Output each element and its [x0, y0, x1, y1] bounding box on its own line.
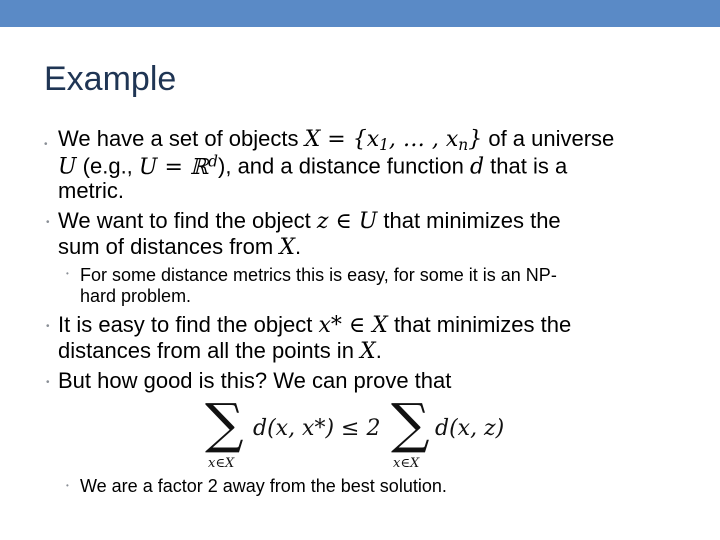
bullet-dot: • [46, 377, 50, 388]
math-x-star: x* ∈ X [318, 313, 388, 338]
sub-bullet-1-line-2: hard problem. [80, 286, 192, 306]
inequality-formula [205, 392, 525, 476]
text: We have a set of objects [58, 126, 305, 151]
math-z: z ∈ U [316, 209, 378, 234]
bullet-1-line-3: metric. [58, 178, 124, 203]
sum-index-right: x∈X [393, 456, 420, 471]
bullet-dot: • [46, 321, 50, 332]
bullet-2-line-2: sum of distances from X. [58, 234, 302, 260]
slide-title: Example [44, 60, 177, 98]
math-universe: U [58, 154, 77, 180]
bullet-dot: • [44, 139, 48, 150]
bullet-3-line-2: distances from all the points in X. [58, 338, 382, 364]
math-universe-eq: U = ℝ$^d$ [138, 152, 219, 180]
bullet-2-line-1: We want to find the object z ∈ U that minimizes the [58, 208, 561, 234]
sub-bullet-dot: • [66, 269, 69, 278]
math-set-x: $X = \{x_1$, … , $x_n$} [304, 127, 483, 154]
formula-left-term: d(x, x*) ≤ 2 [253, 416, 381, 441]
bullet-3-line-1: It is easy to find the object x* ∈ X that minimizes the [58, 312, 572, 338]
bullet-1-line-1 [58, 128, 614, 153]
bullet-dot: • [46, 217, 50, 228]
sum-symbol-right: ∑ [391, 392, 430, 455]
sum-index-left: x∈X [208, 456, 235, 471]
top-accent-bar [0, 0, 720, 27]
sub-bullet-2-line-1: We are a factor 2 away from the best solution. [80, 476, 447, 496]
sub-bullet-1-line-1: For some distance metrics this is easy, for some it is an NP- [80, 265, 557, 285]
formula-right-term: d(x, z) [435, 416, 505, 441]
bullet-4-line-1: But how good is this? We can prove that [58, 368, 452, 393]
text: of a universe [482, 126, 615, 151]
math-x: X [360, 339, 376, 364]
sub-bullet-dot: • [66, 481, 69, 490]
sum-symbol-left: ∑ [205, 392, 244, 455]
math-d: d [469, 154, 485, 180]
math-x: X [279, 235, 295, 260]
bullet-1-line-2: U (e.g., U = ℝ$^d$), and a distance function d that is a [58, 152, 568, 180]
